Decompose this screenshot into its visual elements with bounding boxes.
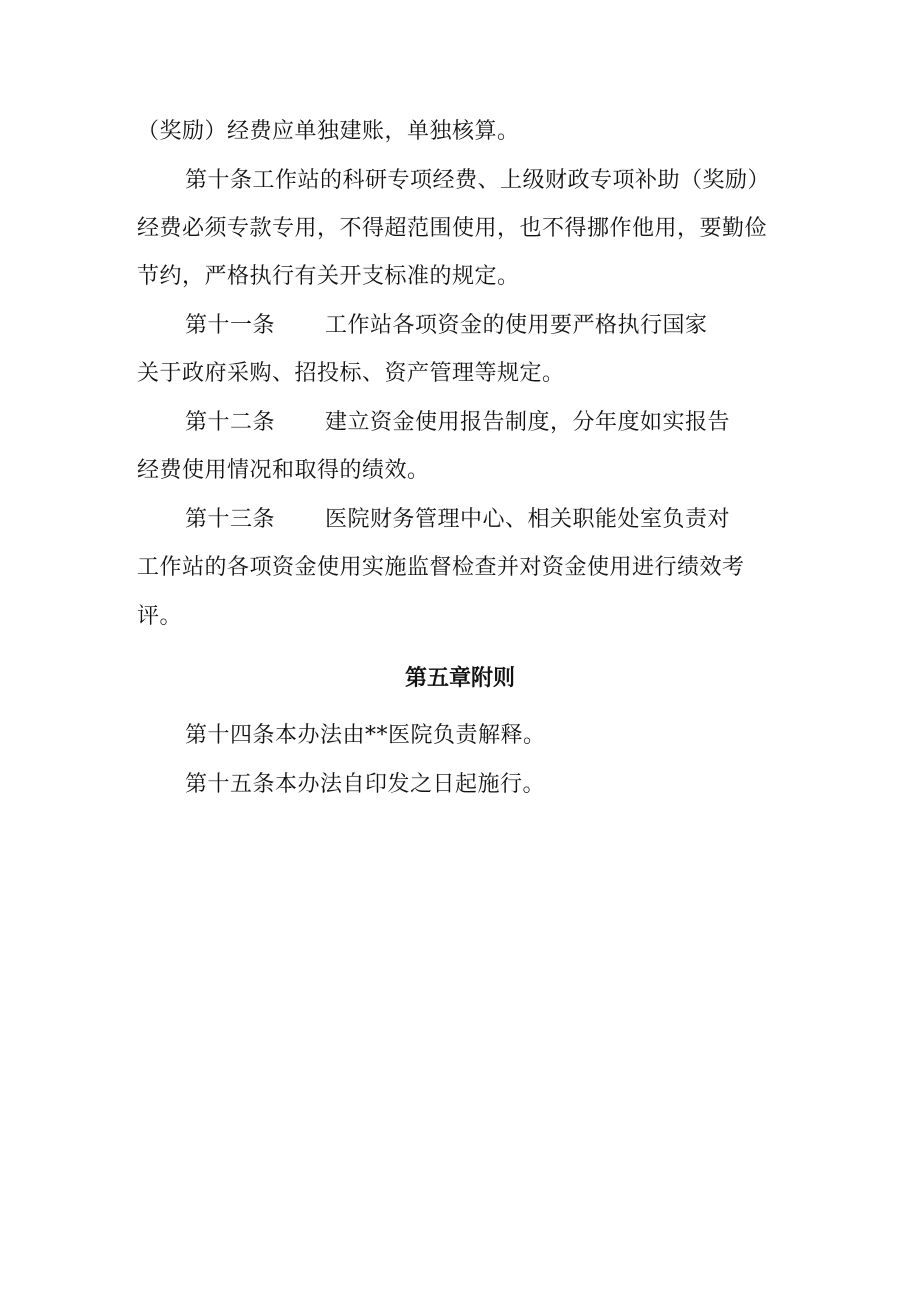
- paragraph-line: （奖励）经费应单独建账，单独核算。: [137, 119, 520, 144]
- article-10-line: 第十条工作站的科研专项经费、上级财政专项补助（奖励）: [185, 168, 771, 193]
- paragraph-line: 经费必须专款专用，不得超范围使用，也不得挪作他用，要勤俭: [137, 216, 768, 241]
- article-number: 第十二条: [185, 410, 276, 435]
- chapter-heading: 第五章附则: [404, 666, 515, 691]
- article-15-line: 第十五条本办法自印发之日起施行。: [185, 772, 546, 797]
- paragraph-line: 工作站的各项资金使用实施监督检查并对资金使用进行绩效考: [137, 555, 745, 580]
- paragraph-line: 评。: [137, 604, 183, 629]
- article-14-line: 第十四条本办法由**医院负责解释。: [185, 723, 546, 748]
- paragraph-line: 节约，严格执行有关开支标准的规定。: [137, 264, 520, 289]
- article-text: 工作站各项资金的使用要严格执行国家: [325, 313, 708, 338]
- article-text: 医院财务管理中心、相关职能处室负责对: [325, 507, 731, 532]
- article-13-line: [185, 505, 730, 535]
- article-text: 建立资金使用报告制度，分年度如实报告: [325, 410, 731, 435]
- paragraph-line: 经费使用情况和取得的绩效。: [137, 458, 430, 483]
- article-number: 第十三条: [185, 507, 276, 532]
- article-11-line: [185, 311, 708, 341]
- paragraph-line: 关于政府采购、招投标、资产管理等规定。: [137, 361, 565, 386]
- article-12-line: [185, 408, 730, 438]
- article-number: 第十一条: [185, 313, 276, 338]
